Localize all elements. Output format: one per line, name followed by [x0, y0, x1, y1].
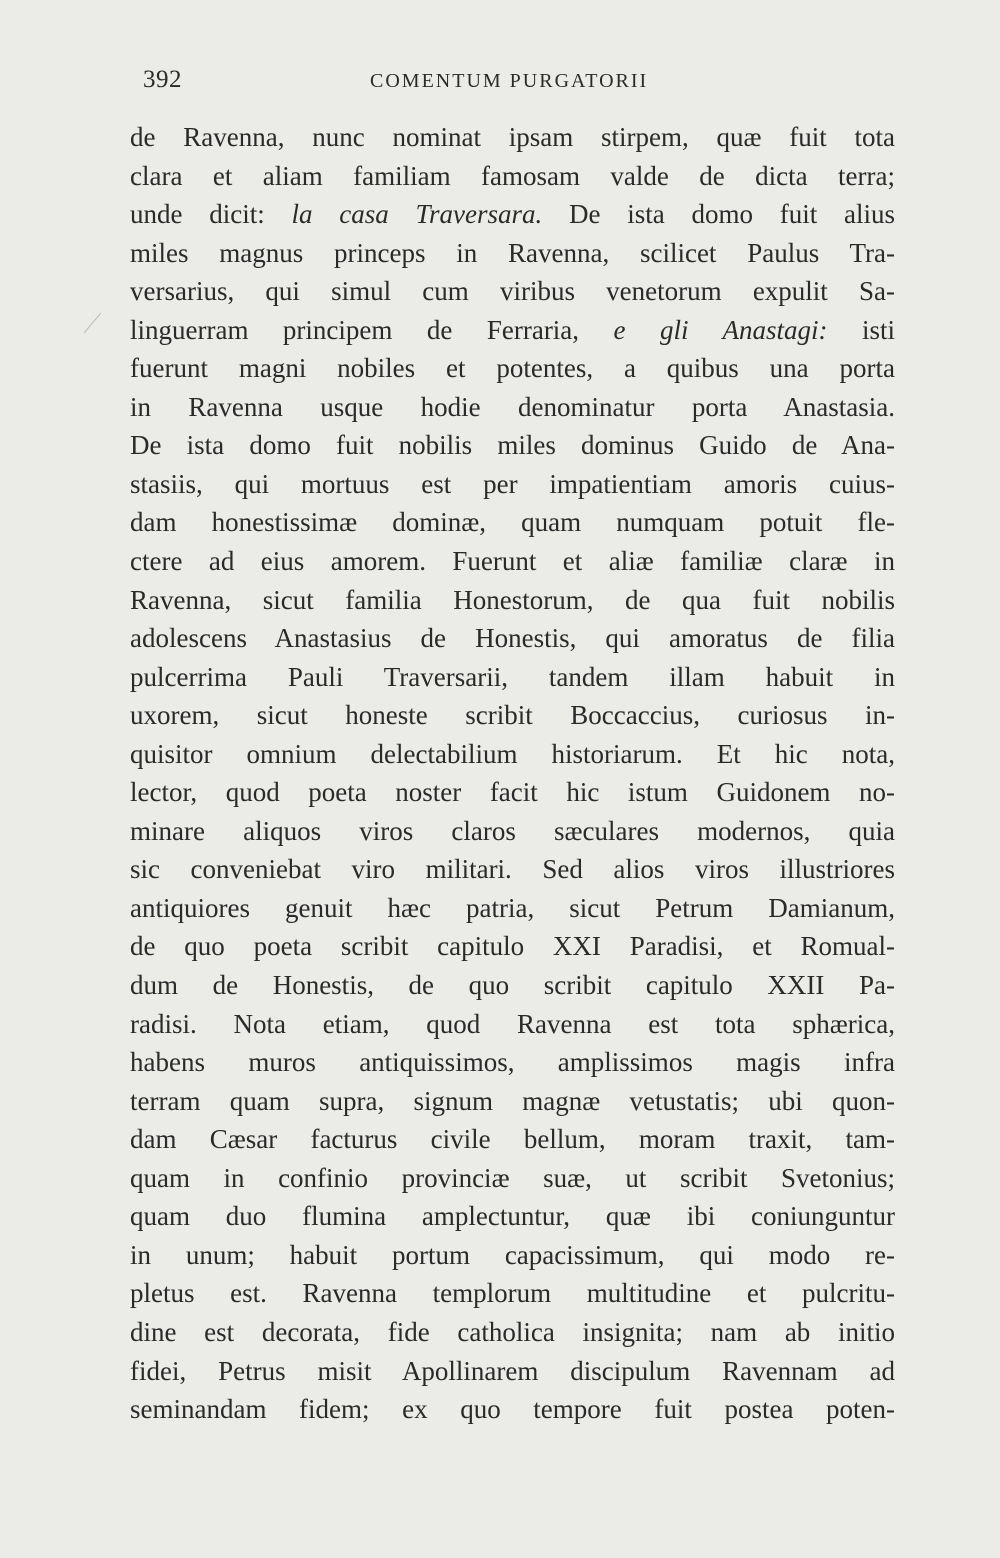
text-segment: terram quam supra, signum magnæ vetustatis; ubi quon-: [130, 1085, 895, 1116]
text-line: [130, 696, 895, 735]
text-line: [130, 1005, 895, 1044]
text-line: [130, 1274, 895, 1313]
text-segment: De ista domo fuit nobilis miles dominus Guido de Ana-: [130, 430, 895, 461]
text-line: [130, 619, 895, 658]
running-head: COMENTUM PURGATORII: [370, 70, 649, 92]
text-segment: quisitor omnium delectabilium historiarum. Et hic nota,: [130, 738, 895, 769]
text-line: [130, 812, 895, 851]
text-segment: isti: [827, 314, 895, 345]
text-segment: dum de Honestis, de quo scribit capitulo XXII Pa-: [130, 970, 895, 1001]
text-segment: uxorem, sicut honeste scribit Boccaccius, curiosus in-: [130, 700, 895, 731]
page-number: 392: [143, 66, 182, 93]
text-line: [130, 118, 895, 157]
text-line: [130, 1390, 895, 1429]
text-segment: stasiis, qui mortuus est per impatientiam amoris cuius-: [130, 468, 895, 499]
text-line: [130, 542, 895, 581]
text-segment: fidei, Petrus misit Apollinarem discipulum Ravennam ad: [130, 1355, 895, 1386]
text-line: [130, 658, 895, 697]
text-segment: De ista domo fuit alius: [542, 199, 895, 230]
italic-text: la casa Traversara.: [291, 199, 543, 230]
text-segment: linguerram principem de Ferraria,: [130, 314, 614, 345]
text-line: [130, 272, 895, 311]
text-segment: unde dicit:: [130, 199, 292, 230]
text-line: [130, 195, 895, 234]
text-line: [130, 850, 895, 889]
text-segment: de Ravenna, nunc nominat ipsam stirpem, quæ fuit tota: [130, 122, 895, 152]
text-segment: fuerunt magni nobiles et potentes, a quibus una porta: [130, 353, 895, 384]
text-line: [130, 581, 895, 620]
text-segment: radisi. Nota etiam, quod Ravenna est tota sphærica,: [130, 1008, 895, 1039]
text-line: [130, 1120, 895, 1159]
text-segment: quam in confinio provinciæ suæ, ut scribit Svetonius;: [130, 1162, 895, 1193]
text-line: [130, 889, 895, 928]
text-line: [130, 1352, 895, 1391]
text-segment: pletus est. Ravenna templorum multitudine et pulcritu-: [130, 1278, 895, 1309]
text-segment: Ravenna, sicut familia Honestorum, de qua fuit nobilis: [130, 584, 895, 615]
text-segment: pulcerrima Pauli Traversarii, tandem illam habuit in: [130, 661, 895, 692]
text-segment: quam duo flumina amplectuntur, quæ ibi coniunguntur: [130, 1201, 895, 1232]
text-segment: in Ravenna usque hodie denominatur porta Anastasia.: [130, 391, 895, 422]
text-segment: minare aliquos viros claros sæculares modernos, quia: [130, 815, 895, 846]
italic-text: e gli Anastagi:: [613, 314, 828, 345]
text-line: [130, 465, 895, 504]
text-line: [130, 1313, 895, 1352]
text-line: [130, 1236, 895, 1275]
text-segment: habens muros antiquissimos, amplissimos magis infra: [130, 1047, 895, 1078]
text-line: [130, 773, 895, 812]
text-segment: dam Cæsar facturus civile bellum, moram traxit, tam-: [130, 1124, 895, 1155]
text-line: [130, 1082, 895, 1121]
text-line: [130, 349, 895, 388]
text-segment: antiquiores genuit hæc patria, sicut Petrum Damianum,: [130, 892, 895, 923]
text-line: [130, 503, 895, 542]
text-segment: clara et aliam familiam famosam valde de dicta terra;: [130, 160, 895, 191]
body-text: [130, 118, 895, 1429]
text-segment: sic conveniebat viro militari. Sed alios viros illustriores: [130, 854, 895, 885]
text-segment: lector, quod poeta noster facit hic istum Guidonem no-: [130, 777, 895, 808]
text-segment: dine est decorata, fide catholica insignita; nam ab initio: [130, 1316, 895, 1347]
margin-mark: [84, 313, 101, 334]
text-line: [130, 1197, 895, 1236]
text-segment: in unum; habuit portum capacissimum, qui modo re-: [130, 1239, 895, 1270]
text-line: [130, 157, 895, 196]
text-segment: miles magnus princeps in Ravenna, scilicet Paulus Tra-: [130, 237, 895, 268]
text-line: [130, 426, 895, 465]
text-line: [130, 966, 895, 1005]
text-line: [130, 388, 895, 427]
text-line: [130, 735, 895, 774]
text-line: [130, 927, 895, 966]
text-segment: seminandam fidem; ex quo tempore fuit postea poten-: [130, 1394, 895, 1425]
text-segment: dam honestissimæ dominæ, quam numquam potuit fle-: [130, 507, 895, 538]
text-line: [130, 234, 895, 273]
text-segment: adolescens Anastasius de Honestis, qui amoratus de filia: [130, 623, 895, 654]
text-segment: versarius, qui simul cum viribus venetorum expulit Sa-: [130, 276, 895, 307]
text-line: [130, 311, 895, 350]
text-line: [130, 1043, 895, 1082]
text-segment: de quo poeta scribit capitulo XXI Paradisi, et Romual-: [130, 931, 895, 962]
text-segment: ctere ad eius amorem. Fuerunt et aliæ familiæ claræ in: [130, 546, 895, 577]
text-line: [130, 1159, 895, 1198]
